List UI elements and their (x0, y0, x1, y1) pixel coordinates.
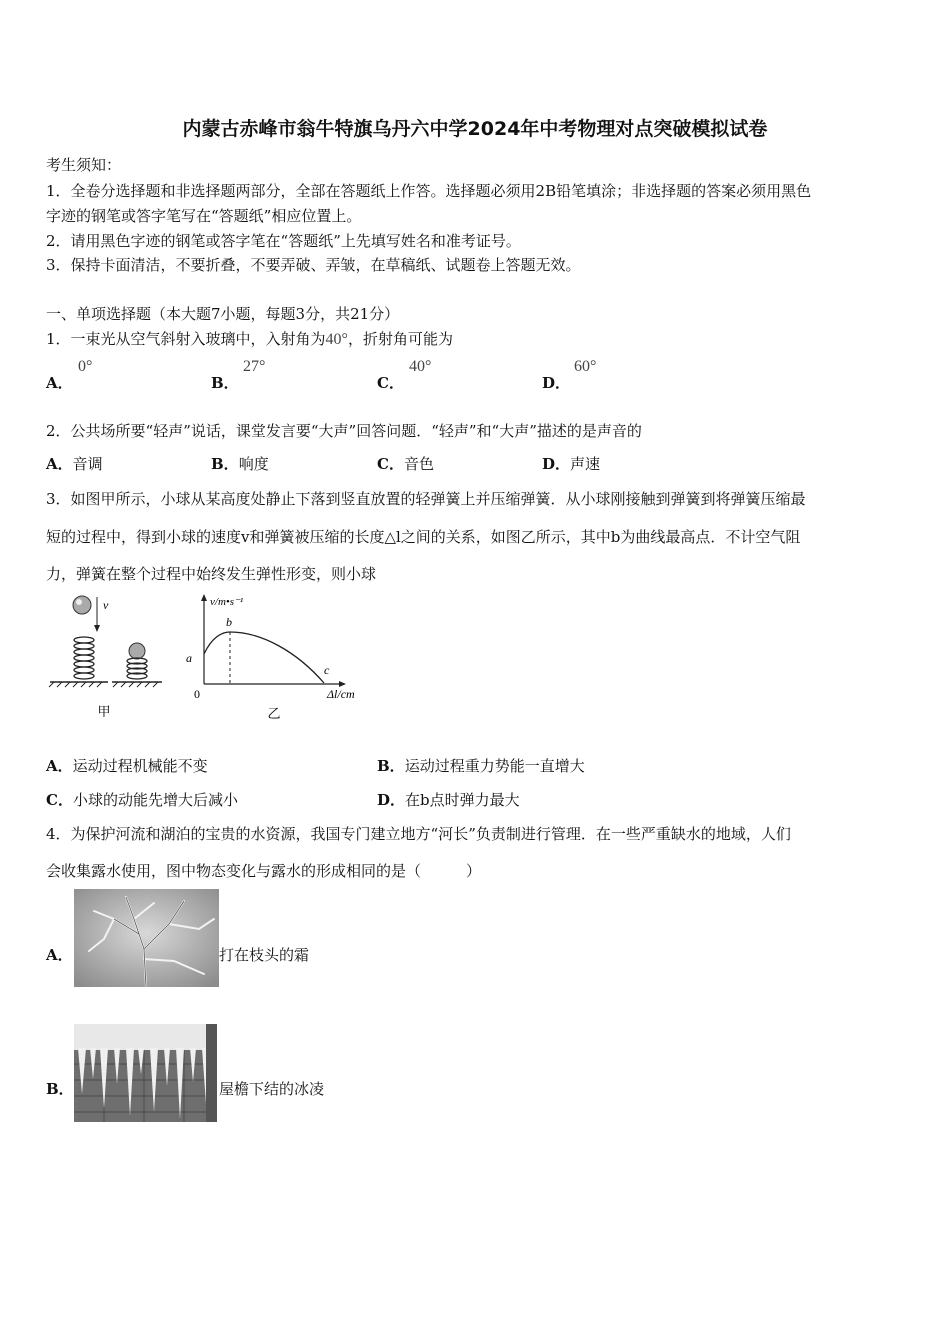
point-b-label: b (226, 615, 232, 629)
velocity-label: v (103, 598, 109, 612)
q1-option-d-value: 60° (574, 358, 597, 375)
q2-option-c[interactable] (377, 453, 434, 474)
q2-option-a-text: 音调 (72, 455, 103, 473)
q1-option-d[interactable] (542, 372, 570, 393)
figure-caption-right: 乙 (267, 707, 281, 722)
q1-option-c-label: C． (377, 374, 404, 392)
velocity-curve (204, 632, 324, 683)
question-3-line-1: 3．如图甲所示，小球从某高度处静止下落到竖直放置的轻弹簧上并压缩弹簧．从小球刚接触到弹簧到将弹簧压缩最 (46, 490, 806, 508)
notice-item-3: 3．保持卡面清洁，不要折叠，不要弄破、弄皱，在草稿纸、试题卷上答题无效。 (46, 256, 581, 274)
left-spring (74, 637, 94, 679)
velocity-arrowhead (94, 625, 100, 632)
section-heading: 一、单项选择题（本大题7小题，每题3分，共21分） (46, 305, 400, 323)
question-4-line-1: 4．为保护河流和湖泊的宝贵的水资源，我国专门建立地方“河长”负责制进行管理．在一些严重缺水的地域，人们 (46, 825, 791, 843)
q2-option-d-label: D． (542, 455, 571, 473)
q3-option-d-text: 在b点时弹力最大 (405, 791, 520, 809)
q2-option-c-text: 音色 (403, 455, 434, 473)
q3-option-d-label: D． (377, 791, 406, 809)
figure-velocity-graph (182, 592, 372, 722)
question-1-stem (46, 328, 453, 349)
q1-option-a-value: 0° (78, 358, 93, 375)
ball-highlight (76, 599, 82, 605)
q1-option-c[interactable] (377, 372, 404, 393)
notice-item-1: 1．全卷分选择题和非选择题两部分，全部在答题纸上作答。选择题必须用2B铅笔填涂；非选择题的答案必须用黑色 (46, 182, 812, 200)
q1-option-b-value: 27° (243, 358, 266, 375)
compressed-ball (129, 643, 145, 659)
page-title: 内蒙古赤峰市翁牛特旗乌丹六中学2024年中考物理对点突破模拟试卷 (182, 118, 768, 140)
q4-option-b-label: B． (46, 1080, 74, 1098)
q3-option-c-text: 小球的动能先增大后减小 (72, 791, 238, 809)
origin-label: 0 (194, 687, 200, 701)
q2-option-c-label: C． (377, 455, 404, 473)
point-a-label: a (186, 651, 192, 665)
q1-option-a[interactable] (46, 372, 73, 393)
notice-item-1-cont: 字迹的钢笔或答字笔写在“答题纸”相应位置上。 (46, 207, 362, 225)
y-axis-arrow (201, 594, 207, 601)
q1-option-a-label: A． (46, 374, 73, 392)
point-c-label: c (324, 663, 330, 677)
q2-option-d[interactable] (542, 453, 600, 474)
question-3-line-2: 短的过程中，得到小球的速度v和弹簧被压缩的长度△l之间的关系，如图乙所示，其中b为曲线最高点．不计空气阻 (46, 528, 801, 546)
q3-option-a-label: A． (46, 757, 73, 775)
graph-y-label: v/m•s⁻¹ (210, 596, 244, 608)
q3-option-b[interactable] (377, 755, 585, 776)
q3-option-d[interactable] (377, 789, 520, 810)
notice-heading: 考生须知： (46, 156, 122, 174)
q1-option-c-value: 40° (409, 358, 432, 375)
q2-option-a-label: A． (46, 455, 73, 473)
question-1-tail: ，折射角可能为 (347, 330, 453, 348)
q3-option-a[interactable] (46, 755, 208, 776)
q4-option-a-text: 打在枝头的霜 (219, 946, 310, 964)
question-1-angle: 40° (325, 331, 348, 348)
question-3-line-3: 力，弹簧在整个过程中始终发生弹性形变，则小球 (46, 565, 377, 583)
question-4-line-2: 会收集露水使用，图中物态变化与露水的形成相同的是（ ） (46, 862, 482, 880)
q2-option-d-text: 声速 (570, 455, 601, 473)
q2-option-b-text: 响度 (238, 455, 269, 473)
notice-item-2: 2．请用黑色字迹的钢笔或答字笔在“答题纸”上先填写姓名和准考证号。 (46, 232, 521, 250)
q1-option-b-label: B． (211, 374, 239, 392)
question-1-text: 1．一束光从空气斜射入玻璃中，入射角为 (46, 330, 326, 348)
q3-option-c[interactable] (46, 789, 238, 810)
q4-option-a-label: A． (46, 946, 73, 964)
graph-x-label: Δl/cm (327, 687, 355, 701)
q1-option-d-label: D． (542, 374, 571, 392)
q1-option-b[interactable] (211, 372, 239, 393)
falling-ball (73, 596, 91, 614)
question-2-stem: 2．公共场所要“轻声”说话，课堂发言要“大声”回答问题．“轻声”和“大声”描述的是声音的 (46, 422, 642, 440)
q2-option-b-label: B． (211, 455, 239, 473)
q3-option-b-text: 运动过程重力势能一直增大 (404, 757, 585, 775)
q2-option-b[interactable] (211, 453, 269, 474)
icicles-image (74, 1024, 217, 1122)
figure-caption-left: 甲 (97, 705, 111, 717)
frost-branch-image (74, 889, 219, 987)
q3-option-c-label: C． (46, 791, 73, 809)
q3-option-b-label: B． (377, 757, 405, 775)
compressed-spring (127, 658, 147, 679)
figure-spring-diagram (44, 592, 164, 717)
q2-option-a[interactable] (46, 453, 103, 474)
q3-option-a-text: 运动过程机械能不变 (72, 757, 208, 775)
q4-option-b-text: 屋檐下结的冰凌 (219, 1080, 325, 1098)
